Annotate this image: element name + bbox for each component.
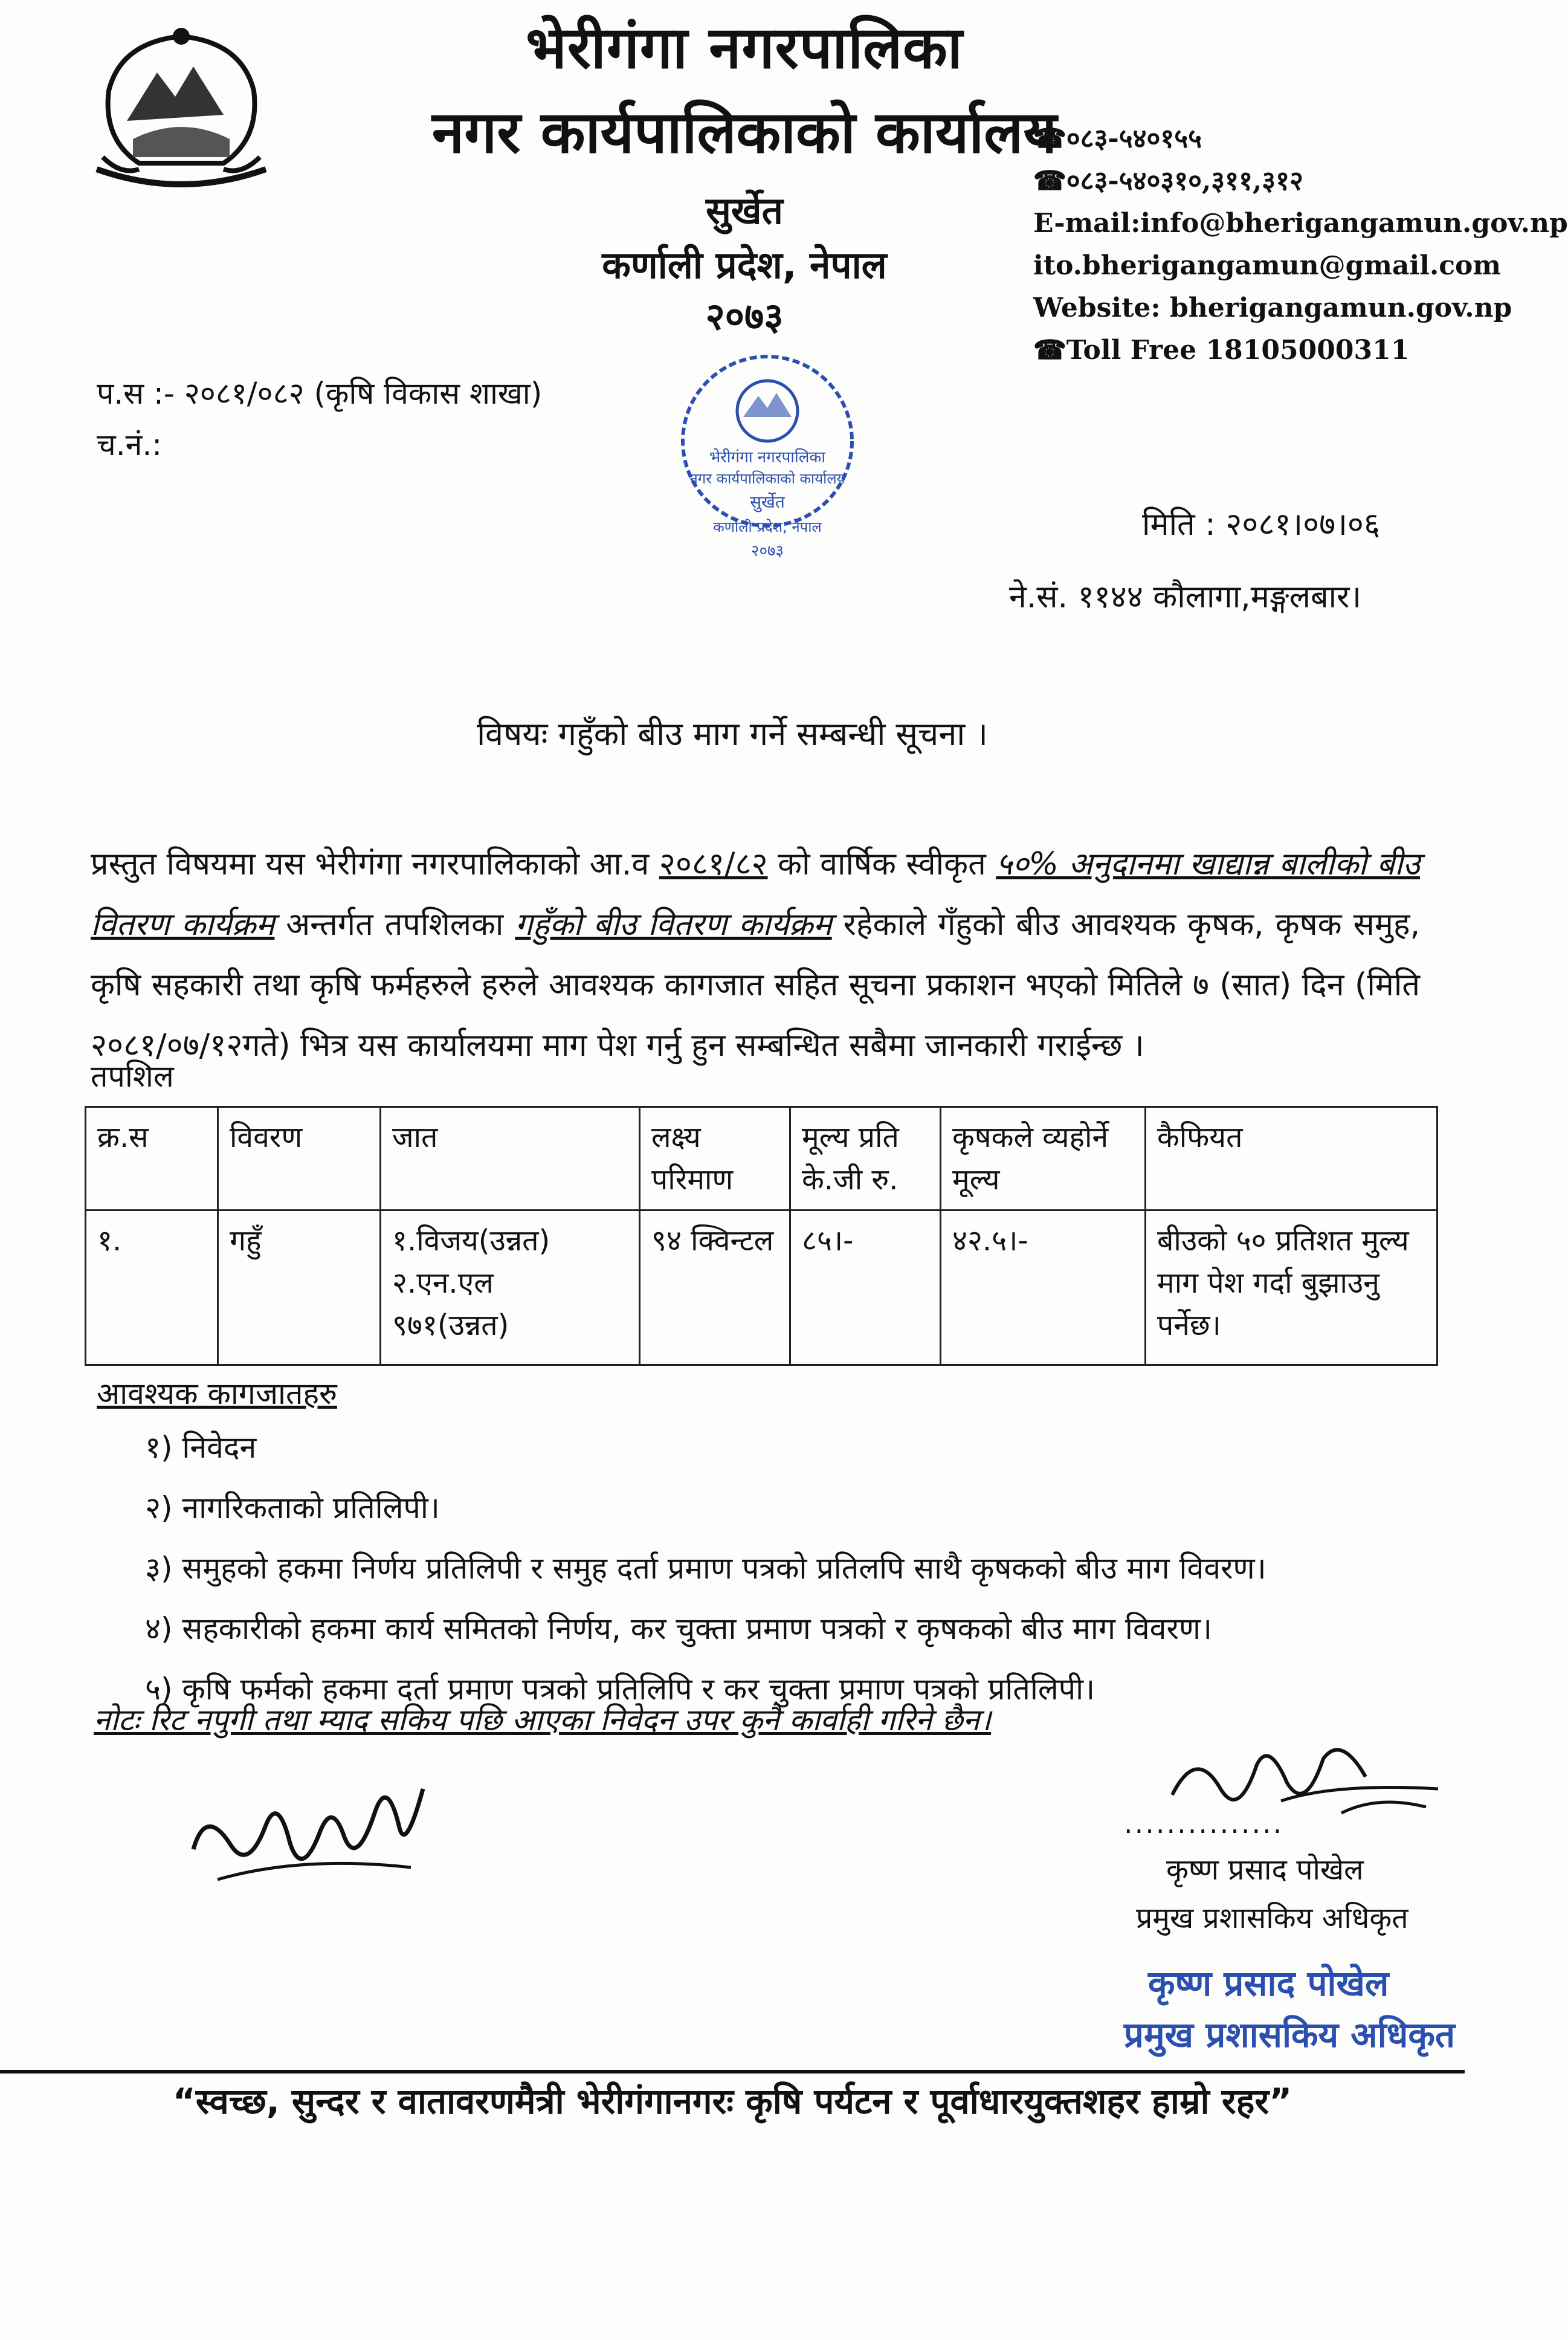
cell-variety — [381, 1210, 640, 1365]
email-2: ito.bherigangamun@gmail.com — [1033, 250, 1501, 281]
col-target: लक्ष्य परिमाण — [640, 1107, 790, 1210]
cell-item: गहुँ — [218, 1210, 381, 1365]
post-stamp: प्रमुख प्रशासकिय अधिकृत — [1124, 2014, 1456, 2055]
notice-subject: विषयः गहुँको बीउ माग गर्ने सम्बन्धी सूचना । — [477, 715, 988, 753]
seal-line1: भेरीगंगा नगरपालिका — [709, 448, 826, 467]
table-title: तपशिल — [91, 1059, 174, 1094]
documents-list — [145, 1417, 1266, 1719]
dispatch-number: च.नं.: — [97, 427, 163, 462]
fiscal-year: २०८१/८२ — [659, 846, 768, 882]
program-name-1: ५०% अनुदानमा खाद्यान्न बालीको बीउ वितरण कार्यक्रम — [91, 846, 1420, 943]
table-header-row — [86, 1107, 1437, 1210]
name-stamp: कृष्ण प्रसाद पोखेल — [1148, 1963, 1389, 2004]
phone-2: ☎०८३-५४०३१०,३११,३१२ — [1033, 166, 1303, 196]
seal-line2: नगर कार्यपालिकाको कार्यालय — [689, 470, 845, 487]
program-name-2: गहुँको बीउ वितरण कार्यक्रम — [515, 907, 832, 943]
org-name-line1: भेरीगंगा नगरपालिका — [526, 14, 963, 82]
seed-details-table — [85, 1106, 1438, 1366]
seal-line5: २०७३ — [750, 542, 784, 560]
col-price: मूल्य प्रति के.जी रु. — [790, 1107, 941, 1210]
documents-heading: आवश्यक कागजातहरु — [97, 1376, 337, 1411]
footer-motto: “स्वच्छ, सुन्दर र वातावरणमैत्री भेरीगंगानगरः कृषि पर्यटन र पूर्वाधारयुक्तशहर हाम्रो रहर” — [172, 2081, 1292, 2122]
cell-remarks: बीउको ५० प्रतिशत मुल्य माग पेश गर्दा बुझाउनु पर्नेछ। — [1146, 1210, 1437, 1365]
org-name-line2: नगर कार्यपालिकाको कार्यालय — [431, 99, 1057, 166]
website: Website: bherigangamun.gov.np — [1033, 292, 1512, 323]
email-1: E-mail:info@bherigangamun.gov.np — [1033, 208, 1568, 239]
list-item: ४) सहकारीको हकमा कार्य समितको निर्णय, कर चुक्ता प्रमाण पत्रको र कृषकको बीउ माग विवरण। — [145, 1611, 1213, 1646]
body-part1: प्रस्तुत विषयमा यस भेरीगंगा नगरपालिकाको आ.व — [91, 846, 659, 882]
province-name: कर्णाली प्रदेश, नेपाल — [602, 243, 887, 287]
reference-number: प.स :- २०८१/०८२ (कृषि विकास शाखा) — [97, 376, 543, 411]
officer-name: कृष्ण प्रसाद पोखेल — [1166, 1853, 1364, 1887]
footer-divider — [0, 2070, 1465, 2073]
established-year: २०७३ — [705, 294, 784, 338]
cell-sn: १. — [86, 1210, 218, 1365]
col-farmer-price: कृषकले व्यहोर्ने मूल्य — [941, 1107, 1146, 1210]
left-signature — [181, 1753, 435, 1904]
list-item: २) नागरिकताको प्रतिलिपी। — [145, 1490, 440, 1525]
signature-dots: ............... — [1124, 1807, 1284, 1840]
nepal-sambat-date: ने.सं. ११४४ कौलागा,मङ्गलबार। — [1009, 579, 1362, 615]
cell-farmer-price: ४२.५।- — [941, 1210, 1146, 1365]
list-item: १) निवेदन — [145, 1430, 257, 1465]
seal-line3: सुर्खेत — [750, 492, 785, 512]
seal-line4: कर्णाली प्रदेश, नेपाल — [713, 519, 822, 535]
toll-free: ☎Toll Free 18105000311 — [1033, 335, 1410, 366]
issue-date: मिति : २०८१।०७।०६ — [1142, 506, 1380, 543]
cell-target: ९४ क्विन्टल — [640, 1210, 790, 1365]
notice-body — [91, 834, 1420, 1076]
variety-3: ९७१(उन्नत) — [392, 1308, 509, 1342]
variety-1: १.विजय(उन्नत) — [392, 1224, 550, 1258]
list-item: ३) समुहको हकमा निर्णय प्रतिलिपी र समुह दर्ता प्रमाण पत्रको प्रतिलपि साथै कृषकको बीउ माग विवरण। — [145, 1551, 1266, 1586]
table-row — [86, 1210, 1437, 1365]
col-variety: जात — [381, 1107, 640, 1210]
body-part2: को वार्षिक स्वीकृत — [767, 846, 996, 882]
list-item: ५) कृषि फर्मको हकमा दर्ता प्रमाण पत्रको प्रतिलिपि र कर चुक्ता प्रमाण पत्रको प्रतिलिपी। — [145, 1672, 1095, 1707]
cell-price: ८५।- — [790, 1210, 941, 1365]
district-name: सुर्खेत — [706, 189, 783, 233]
col-item: विवरण — [218, 1107, 381, 1210]
variety-2: २.एन.एल — [392, 1266, 494, 1300]
body-part3: अन्तर्गत तपशिलका — [274, 907, 515, 943]
body-part4: रहेकाले गँहुको बीउ आवश्यक कृषक, कृषक समुह, कृषि सहकारी तथा कृषि फर्महरुले हरुले आवश्यक कागजात सहित सूचना प्रकाशन भएको मितिले ७ (सात) दिन (मिति २०८१/०७/१२गते) भित्र यस कार्यालयमा माग पेश गर्नु हुन सम्बन्धित सबैमा जानकारी गराईन्छ । — [91, 907, 1420, 1064]
phone-1: ☎०८३-५४०१५५ — [1033, 123, 1202, 154]
contact-block — [1033, 118, 1568, 372]
office-seal-stamp — [653, 338, 882, 568]
col-sn: क्र.स — [86, 1107, 218, 1210]
notice-note: नोटः रिट नपुगी तथा म्याद सकिय पछि आएका निवेदन उपर कुनै कार्वाही गरिने छैन। — [94, 1702, 992, 1737]
col-remarks: कैफियत — [1146, 1107, 1437, 1210]
officer-post: प्रमुख प्रशासकिय अधिकृत — [1136, 1901, 1408, 1935]
